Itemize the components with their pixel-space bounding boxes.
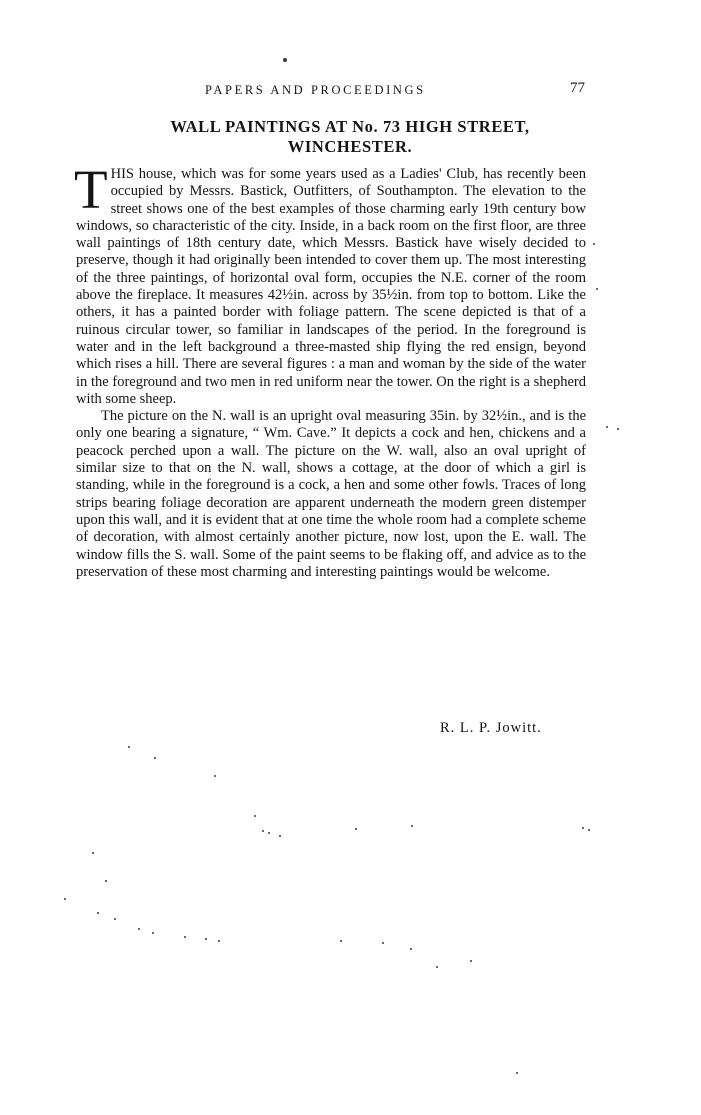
scan-speck [411, 825, 413, 827]
scan-speck [154, 757, 156, 759]
scan-speck [97, 912, 99, 914]
paragraph-1-text: HIS house, which was for some years used as a Ladies' Club, has recently been occupied by Messrs. Bastick, Outfitters, of Southampton. The elevation to the street shows one of the best examples of those charming early 19th century bow windows, so characteristic of the city. Inside, in a back room on the first floor, are three wall paintings of 18th century date, which Messrs. Bastick have wisely decided to preserve, though it had originally been intended to cover them up. The most interesting of the three paintings, of horizontal oval form, occupies the N.E. corner of the room above the fireplace. It measures 42½in. across by 35½in. from top to bottom. Like the others, it has a painted border with foliage pattern. The scene depicted is that of a ruinous circular tower, so familiar in landscapes of the period. In the foreground is water and in the left background a three-masted ship flying the red ensign, beyond which rises a hill. There are several figures : a man and woman by the side of the water in the foreground and two men in red uniform near the tower. On the right is a shepherd with some sheep. [76, 166, 586, 407]
scan-speck [340, 940, 342, 942]
scan-speck [283, 58, 287, 62]
scan-speck [262, 830, 264, 832]
scan-speck [128, 746, 130, 748]
article-title [60, 117, 640, 157]
scan-speck [92, 852, 94, 854]
scan-speck [382, 942, 384, 944]
scan-speck [268, 832, 270, 834]
scan-speck [516, 1072, 518, 1074]
article-body [74, 159, 586, 581]
scan-speck [617, 428, 619, 430]
running-head: PAPERS AND PROCEEDINGS [205, 83, 426, 97]
scan-speck [582, 827, 584, 829]
scan-speck [184, 936, 186, 938]
scan-speck [105, 880, 107, 882]
article-title-line-1: WALL PAINTINGS AT No. 73 HIGH STREET, [170, 117, 530, 136]
scan-speck [606, 426, 608, 428]
scan-speck [596, 288, 598, 290]
scan-speck [138, 928, 140, 930]
scan-speck [218, 940, 220, 942]
paragraph-2: The picture on the N. wall is an upright oval measuring 35in. by 32½in., and is the only one bearing a signature, “ Wm. Cave.” It depicts a cock and hen, chickens and a peacock perched upon a wall. The picture on the W. wall, also an oval upright of similar size to that on the N. wall, shows a cottage, at the door of which a girl is standing, while in the foreground is a cock, a hen and some other fowls. Traces of long strips bearing foliage decoration are apparent underneath the modern green distemper upon this wall, and it is evident that at one time the whole room had a complete scheme of decoration, with almost certainly another picture, now lost, upon the E. wall. The window fills the S. wall. Some of the paint seems to be flaking off, and advice as to the preservation of these most charming and interesting paintings would be welcome. [76, 408, 586, 580]
page-number: 77 [570, 80, 585, 96]
article-title-line-2: WINCHESTER. [287, 137, 413, 156]
scan-speck [593, 243, 595, 245]
scan-speck [114, 918, 116, 920]
scan-speck [152, 932, 154, 934]
paragraph-1 [74, 159, 586, 408]
scan-speck [470, 960, 472, 962]
scan-speck [64, 898, 66, 900]
scan-speck [355, 828, 357, 830]
scan-speck [279, 835, 281, 837]
scan-speck [588, 829, 590, 831]
scan-speck [205, 938, 207, 940]
author-signature: R. L. P. Jowitt. [440, 720, 542, 736]
scan-speck [410, 948, 412, 950]
drop-cap: T [74, 159, 108, 220]
scan-speck [254, 815, 256, 817]
scan-speck [436, 966, 438, 968]
scan-speck [214, 775, 216, 777]
